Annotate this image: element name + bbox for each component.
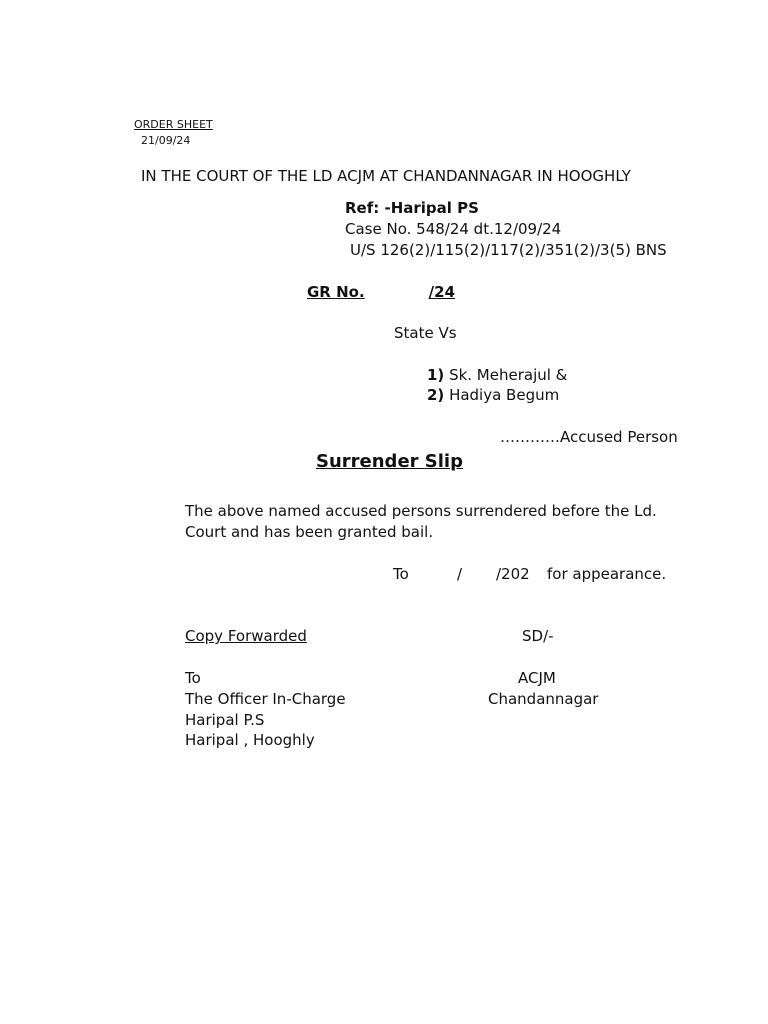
signatory-title: ACJM: [518, 669, 556, 687]
accused-name: Hadiya Begum: [444, 386, 560, 404]
order-date: 21/09/24: [141, 134, 191, 147]
accused-number: 2): [427, 386, 445, 404]
slip-body-line-1: The above named accused persons surrendered before the Ld.: [185, 502, 657, 520]
accused-name: Sk. Meherajul &: [444, 366, 568, 384]
accused-number: 1): [427, 366, 445, 384]
recipient-line: Haripal P.S: [185, 711, 265, 729]
sd-signature: SD/-: [522, 627, 554, 645]
recipient-line: The Officer In-Charge: [185, 690, 346, 708]
surrender-slip-title: Surrender Slip: [316, 451, 463, 472]
accused-item: [427, 366, 567, 384]
sections-line: U/S 126(2)/115(2)/117(2)/351(2)/3(5) BNS: [350, 241, 667, 259]
copy-forwarded-label: Copy Forwarded: [185, 627, 307, 645]
order-sheet-label: ORDER SHEET: [134, 118, 213, 131]
signatory-location: Chandannagar: [488, 690, 599, 708]
appearance-slash: /: [457, 565, 463, 583]
accused-person-label: …………Accused Person: [500, 428, 678, 446]
gr-suffix: /24: [428, 283, 456, 301]
state-vs: State Vs: [394, 324, 457, 342]
appearance-year: /202: [496, 565, 530, 583]
gr-number: [307, 283, 455, 301]
accused-item: [427, 386, 559, 404]
to-label: To: [185, 669, 201, 687]
case-no-line: Case No. 548/24 dt.12/09/24: [345, 220, 562, 238]
slip-body-line-2: Court and has been granted bail.: [185, 523, 434, 541]
appearance-text: for appearance.: [547, 565, 667, 583]
appearance-to: To: [393, 565, 409, 583]
court-heading: IN THE COURT OF THE LD ACJM AT CHANDANNAGAR IN HOOGHLY: [141, 167, 631, 185]
recipient-line: Haripal , Hooghly: [185, 731, 315, 749]
ref-line: Ref: -Haripal PS: [345, 199, 479, 217]
gr-label: GR No.: [307, 283, 365, 301]
